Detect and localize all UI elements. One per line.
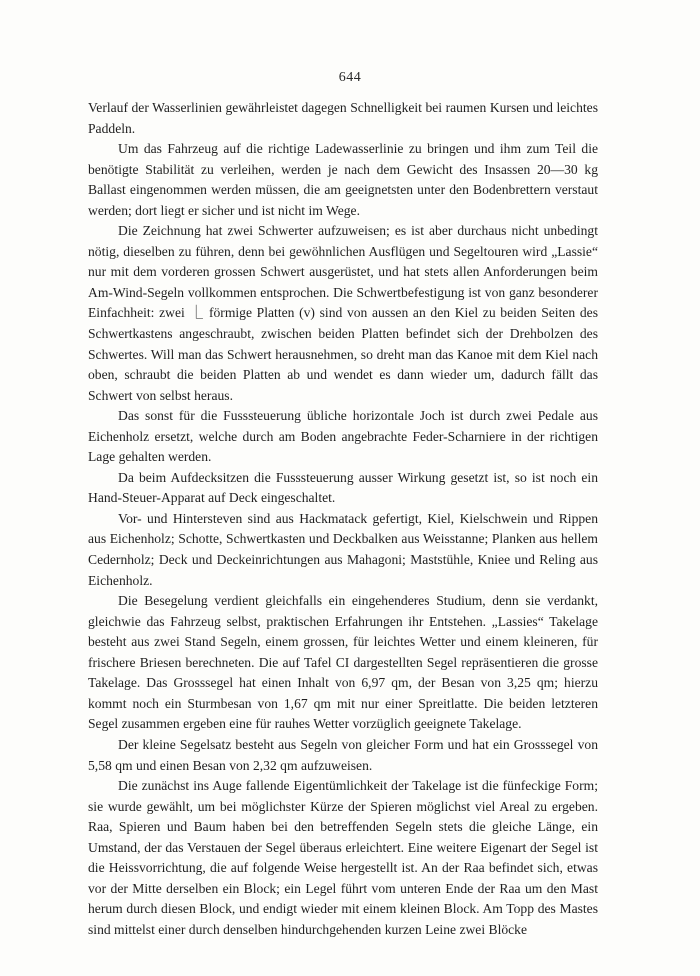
paragraph-takelage-form: Die zunächst ins Auge fallende Eigentümlichkeit der Takelage ist die fünfeckige Form; sie wurde gewählt, um bei möglichster Kürze der Spieren möglichst viel Areal zu ergeben. Raa, Spieren und Baum haben bei den betreffenden Segeln stets die gleiche Länge, ein Umstand, der das Verstauen der Segel überaus erleichtert. Eine weitere Eigenart der Segel ist die Heissvorrichtung, die auf folgende Weise hergestellt ist. An der Raa befindet sich, etwas vor der Mitte derselben ein Block; ein Legel führt vom unteren Ende der Raa um den Mast herum durch diesen Block, und endigt wieder mit einem kleinen Block. Am Topp des Mastes sind mittelst einer durch denselben hindurchgehenden kurzen Leine zwei Blöcke <box>88 778 598 937</box>
paragraph-hand-steuer: Da beim Aufdecksitzen die Fusssteuerung ausser Wirkung gesetzt ist, so ist noch ein Hand-Steuer-Apparat auf Deck eingeschaltet. <box>88 469 598 506</box>
paragraph-continuation: Verlauf der Wasserlinien gewährleistet dagegen Schnelligkeit bei raumen Kursen und leichtes Paddeln. <box>88 100 598 136</box>
body-text <box>88 98 598 940</box>
paragraph-schwerter: Die Zeichnung hat zwei Schwerter aufzuweisen; es ist aber durchaus nicht unbedingt nötig, dieselben zu führen, denn bei gewöhnlichen Ausflügen und Segeltouren wird „Lassie“ nur mit dem vorderen grossen Schwert ausgerüstet, und hat stets allen Anforderungen beim Am-Wind-Segeln vollkommen entsprochen. Die Schwertbefestigung ist von ganz besonderer Einfachheit: zwei ⎿ förmige Platten (v) sind von aussen an den Kiel zu beiden Seiten des Schwertkastens angeschraubt, zwischen beiden Platten befindet sich der Drehbolzen des Schwertes. Will man das Schwert herausnehmen, so dreht man das Kanoe mit dem Kiel nach oben, schraubt die beiden Platten ab und wendet es dann wieder um, dadurch fällt das Schwert von selbst heraus. <box>88 223 598 403</box>
paragraph-besegelung: Die Besegelung verdient gleichfalls ein eingehenderes Studium, denn sie verdankt, gleichwie das Fahrzeug selbst, praktischen Erfahrungen ihr Entstehen. „Lassies“ Takelage besteht aus zwei Stand Segeln, einem grossen, für leichtes Wetter und einem kleineren, für frischere Briesen berechneten. Die auf Tafel CI dargestellten Segel repräsentieren die grosse Takelage. Das Grosssegel hat einen Inhalt von 6,97 qm, der Besan von 3,25 qm; hierzu kommt noch ein Sturmbesan von 1,67 qm mit nur einer Spreitlatte. Die beiden letzteren Segel zusammen ergeben eine für rauhes Wetter vorzüglich geeignete Takelage. <box>88 593 598 732</box>
paragraph-holzarten: Vor- und Hintersteven sind aus Hackmatack gefertigt, Kiel, Kielschwein und Rippen aus Eichenholz; Schotte, Schwertkasten und Deckbalken aus Weisstanne; Planken aus hellem Cedernholz; Deck und Deckeinrichtungen aus Mahagoni; Maststühle, Kniee und Reling aus Eichenholz. <box>88 510 598 588</box>
paragraph-ballast: Um das Fahrzeug auf die richtige Ladewasserlinie zu bringen und ihm zum Teil die benötigte Stabilität zu verleihen, werden je nach dem Gewicht des Insassen 20—30 kg Ballast eingenommen werden müssen, die am geeignetsten unter den Bodenbrettern verstaut werden; dort liegt er sicher und ist nicht im Wege. <box>88 141 598 218</box>
paragraph-fusssteuerung: Das sonst für die Fusssteuerung übliche horizontale Joch ist durch zwei Pedale aus Eichenholz ersetzt, welche durch am Boden angebrachte Feder-Scharniere in der richtigen Lage gehalten werden. <box>88 408 598 465</box>
paragraph-kleiner-segelsatz: Der kleine Segelsatz besteht aus Segeln von gleicher Form und hat ein Grosssegel von 5,58 qm und einen Besan von 2,32 qm aufzuweisen. <box>88 736 598 773</box>
page-number: 644 <box>338 70 362 85</box>
